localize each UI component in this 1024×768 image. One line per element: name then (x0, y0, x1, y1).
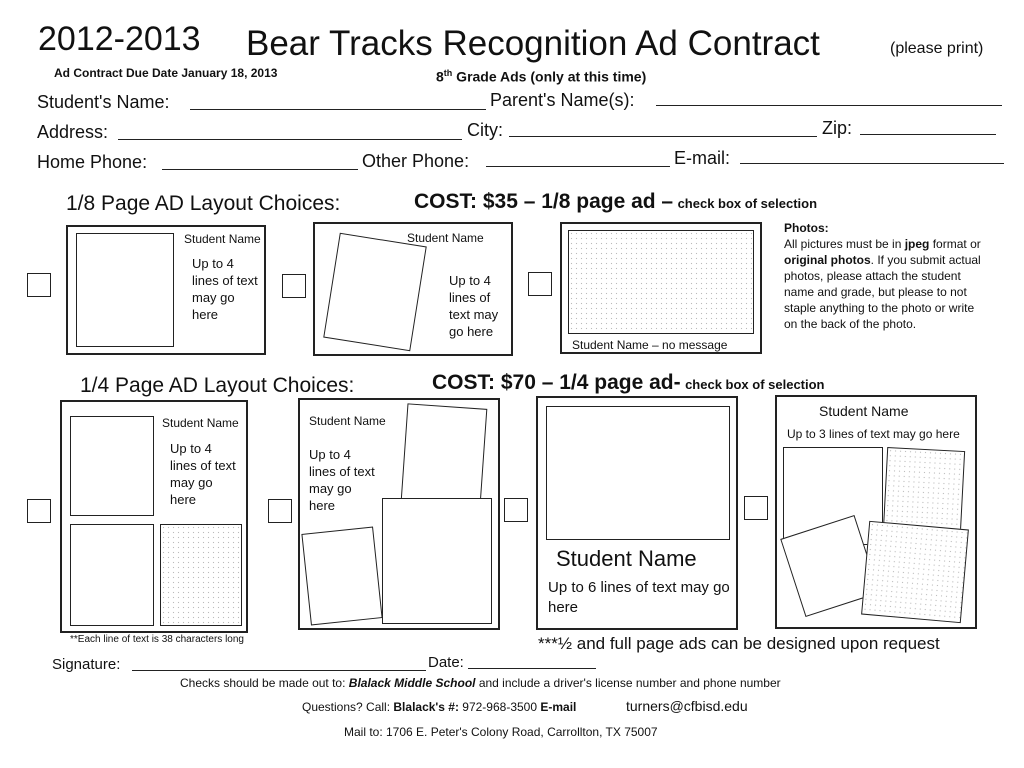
questions-note (302, 700, 576, 714)
zip-label: Zip: (822, 118, 853, 138)
questions-phone-label: Blalack's #: (393, 700, 459, 714)
eighth-check-note: check box of selection (677, 196, 818, 211)
message-text: Up to 4 lines of text may go here (309, 447, 375, 513)
student-name-field[interactable] (190, 109, 486, 110)
request-note: ***½ and full page ads can be designed upon request (538, 634, 940, 653)
please-print-note: (please print) (890, 40, 984, 57)
parent-name-label: Parent's Name(s): (490, 90, 635, 110)
quarter-layout2-box (298, 398, 500, 630)
message-text: Up to 4 lines of text may go here (170, 441, 236, 507)
other-phone-field[interactable] (486, 166, 670, 167)
quarter-layout4-box (775, 395, 977, 629)
questions-phone: 972-968-3500 (458, 700, 541, 714)
eighth-layout2-checkbox[interactable] (282, 274, 306, 298)
due-date-label: Ad Contract Due Date (54, 66, 179, 80)
photos-info (784, 220, 984, 332)
photos-title: Photos: (784, 221, 829, 235)
grade-number: 8 (436, 68, 444, 85)
photo-placeholder (883, 447, 965, 535)
photo-placeholder (382, 498, 492, 624)
photo-placeholder (546, 406, 730, 540)
due-date-value: January 18, 2013 (181, 66, 278, 80)
quarter-page-heading: 1/4 Page AD Layout Choices: (80, 374, 355, 397)
quarter-layout3-checkbox[interactable] (504, 498, 528, 522)
checks-text: Checks should be made out to: (180, 676, 349, 690)
message-text: Up to 3 lines of text may go here (787, 427, 960, 441)
signature-label: Signature: (52, 656, 121, 673)
checks-note (180, 676, 781, 690)
eighth-layout1-box (66, 225, 266, 355)
mail-address: Mail to: 1706 E. Peter's Colony Road, Carrollton, TX 75007 (344, 725, 658, 739)
photos-jpeg: jpeg (904, 237, 930, 251)
eighth-layout3-checkbox[interactable] (528, 272, 552, 296)
char-note: **Each line of text is 38 characters long (70, 634, 244, 645)
student-name-text: Student Name (162, 416, 239, 430)
quarter-layout2-checkbox[interactable] (268, 499, 292, 523)
photos-text: . If you submit actual photos, please attach the student name and grade, but please to not staple anything to the photo or write on the back of the photo. (784, 253, 981, 331)
photos-text: format or (929, 237, 981, 251)
other-phone-label: Other Phone: (362, 151, 470, 171)
eighth-layout1-checkbox[interactable] (27, 273, 51, 297)
school-year: 2012-2013 (38, 20, 201, 58)
home-phone-field[interactable] (162, 169, 358, 170)
page-title: Bear Tracks Recognition Ad Contract (246, 24, 820, 63)
student-name-text: Student Name (184, 232, 261, 246)
grade-note (436, 68, 646, 85)
contact-email: turners@cfbisd.edu (626, 698, 748, 714)
photo-placeholder (323, 233, 426, 351)
quarter-layout1-checkbox[interactable] (27, 499, 51, 523)
photos-original: original photos (784, 253, 871, 267)
zip-field[interactable] (860, 134, 996, 135)
quarter-check-note: check box of selection (685, 377, 825, 392)
student-name-text: Student Name (556, 546, 697, 571)
eighth-page-heading: 1/8 Page AD Layout Choices: (66, 192, 341, 215)
signature-field[interactable] (132, 670, 426, 671)
due-date (54, 66, 277, 80)
checks-text: and include a driver's license number and phone number (475, 676, 781, 690)
address-field[interactable] (118, 139, 462, 140)
photos-text: All pictures must be in (784, 237, 905, 251)
student-name-text: Student Name (407, 231, 484, 245)
eighth-page-cost (414, 190, 817, 214)
photo-placeholder (861, 521, 969, 623)
date-field[interactable] (468, 668, 596, 669)
photo-placeholder (76, 233, 174, 347)
checks-school: Blalack Middle School (348, 676, 476, 690)
student-name-text: Student Name (309, 414, 386, 428)
student-name-text: Student Name (819, 403, 909, 419)
message-text: Up to 6 lines of text may go here (548, 579, 730, 616)
photo-placeholder (70, 524, 154, 626)
city-label: City: (467, 120, 503, 140)
quarter-layout1-box (60, 400, 248, 633)
quarter-page-cost (432, 371, 825, 395)
questions-email-label: E-mail (540, 700, 577, 714)
message-text: Up to 4 lines of text may go here (449, 273, 499, 339)
eighth-layout3-box (560, 222, 762, 354)
eighth-layout2-box (313, 222, 513, 356)
questions-text: Questions? Call: (302, 700, 394, 714)
home-phone-label: Home Phone: (37, 152, 148, 172)
grade-suffix: th (443, 68, 453, 78)
email-label: E-mail: (674, 148, 731, 168)
photo-placeholder (70, 416, 154, 516)
photo-placeholder (568, 230, 754, 334)
quarter-layout4-checkbox[interactable] (744, 496, 768, 520)
address-label: Address: (37, 122, 109, 142)
eighth-cost-text: COST: $35 – 1/8 page ad – (414, 190, 674, 213)
photo-placeholder (301, 526, 382, 625)
student-name-caption: Student Name – no message (572, 338, 728, 352)
quarter-layout3-box (536, 396, 738, 630)
quarter-cost-text: COST: $70 – 1/4 page ad- (432, 371, 681, 394)
student-name-label: Student's Name: (37, 92, 170, 112)
city-field[interactable] (509, 136, 817, 137)
grade-note-text: Grade Ads (only at this time) (452, 68, 647, 85)
date-label: Date: (428, 654, 464, 671)
photo-placeholder (160, 524, 242, 626)
parent-name-field[interactable] (656, 105, 1002, 106)
message-text: Up to 4 lines of text may go here (192, 256, 258, 322)
email-field[interactable] (740, 163, 1004, 164)
photo-placeholder (401, 403, 488, 506)
